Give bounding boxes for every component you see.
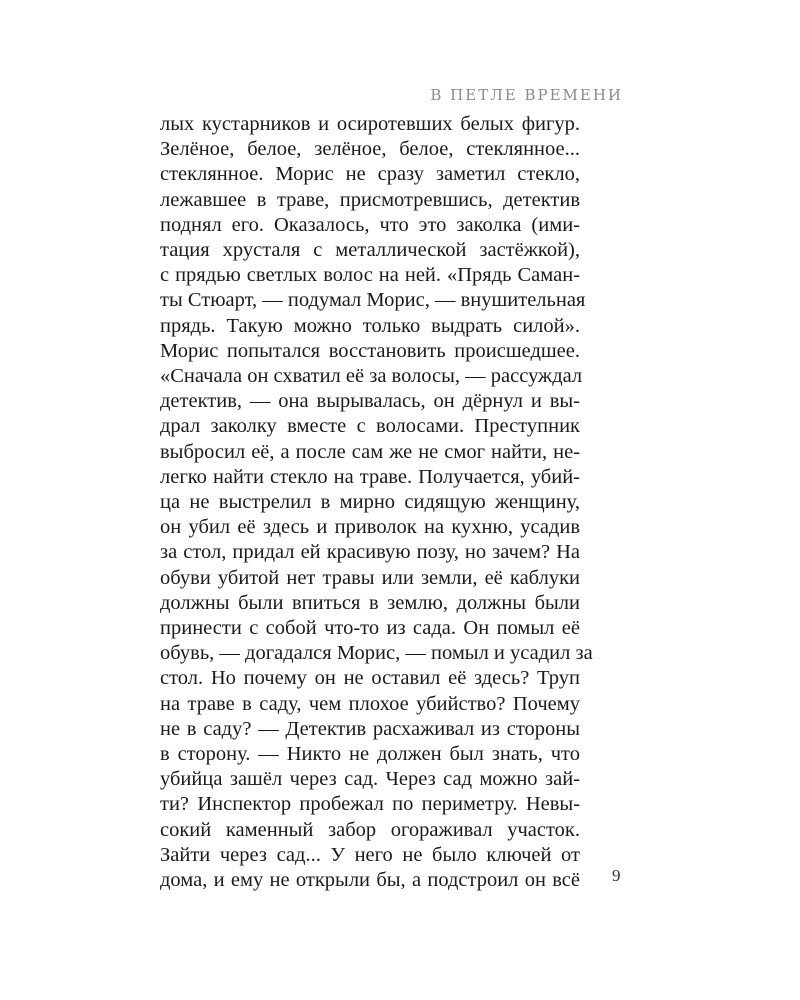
text-line: поднял его. Оказалось, что это заколка (ими- bbox=[160, 213, 580, 236]
text-line: ти? Инспектор пробежал по периметру. Невы- bbox=[160, 793, 580, 816]
text-line: в сторону. — Никто не должен был знать, что bbox=[160, 743, 580, 766]
text-line: ца не выстрелил в мирно сидящую женщину, bbox=[160, 491, 580, 514]
text-line: с прядью светлых волос на ней. «Прядь Саман- bbox=[160, 264, 580, 287]
text-line: принести с собой что-то из сада. Он помыл её bbox=[160, 617, 580, 640]
page-number: 9 bbox=[612, 866, 621, 885]
text-line: лежавшее в траве, присмотревшись, детектив bbox=[160, 188, 580, 211]
text-line: прядь. Такую можно только выдрать силой». bbox=[160, 314, 580, 337]
text-line: выбросил её, а после сам же не смог найти, не- bbox=[160, 440, 580, 463]
text-line: он убил её здесь и приволок на кухню, усадив bbox=[160, 516, 580, 539]
text-line: на траве в саду, чем плохое убийство? Почему bbox=[160, 692, 580, 715]
text-line: детектив, — она вырывалась, он дёрнул и вы- bbox=[160, 390, 580, 413]
text-line: стеклянное. Морис не сразу заметил стекло, bbox=[160, 163, 580, 186]
body-text bbox=[160, 112, 593, 893]
text-line: Зайти через сад... У него не было ключей от bbox=[160, 843, 580, 866]
text-line: обуви убитой нет травы или земли, её каблуки bbox=[160, 566, 580, 589]
text-line: за стол, придал ей красивую позу, но зачем? На bbox=[160, 541, 580, 564]
text-line: стол. Но почему он не оставил её здесь? Труп bbox=[160, 667, 580, 690]
text-line: должны были впиться в землю, должны были bbox=[160, 591, 580, 614]
running-head: В ПЕТЛЕ ВРЕМЕНИ bbox=[430, 86, 623, 104]
text-line: сокий каменный забор огораживал участок. bbox=[160, 818, 580, 841]
text-line: не в саду? — Детектив расхаживал из стороны bbox=[160, 717, 580, 740]
text-line: ты Стюарт, — подумал Морис, — внушительная bbox=[160, 289, 586, 312]
text-line: Морис попытался восстановить происшедшее. bbox=[160, 339, 580, 362]
text-line: убийца зашёл через сад. Через сад можно зай- bbox=[160, 768, 580, 791]
text-line: Зелёное, белое, зелёное, белое, стеклянное... bbox=[160, 138, 580, 161]
text-line: обувь, — догадался Морис, — помыл и усадил за bbox=[160, 642, 593, 665]
text-line: лых кустарников и осиротевших белых фигур. bbox=[160, 113, 580, 135]
text-line: легко найти стекло на траве. Получается, убий- bbox=[160, 465, 580, 488]
text-line: драл заколку вместе с волосами. Преступник bbox=[160, 415, 580, 438]
text-line: «Сначала он схватил её за волосы, — рассуждал bbox=[160, 365, 583, 388]
text-line: дома, и ему не открыли бы, а подстроил он всё bbox=[160, 869, 580, 892]
text-line: тация хрусталя с металлической застёжкой), bbox=[160, 239, 580, 262]
